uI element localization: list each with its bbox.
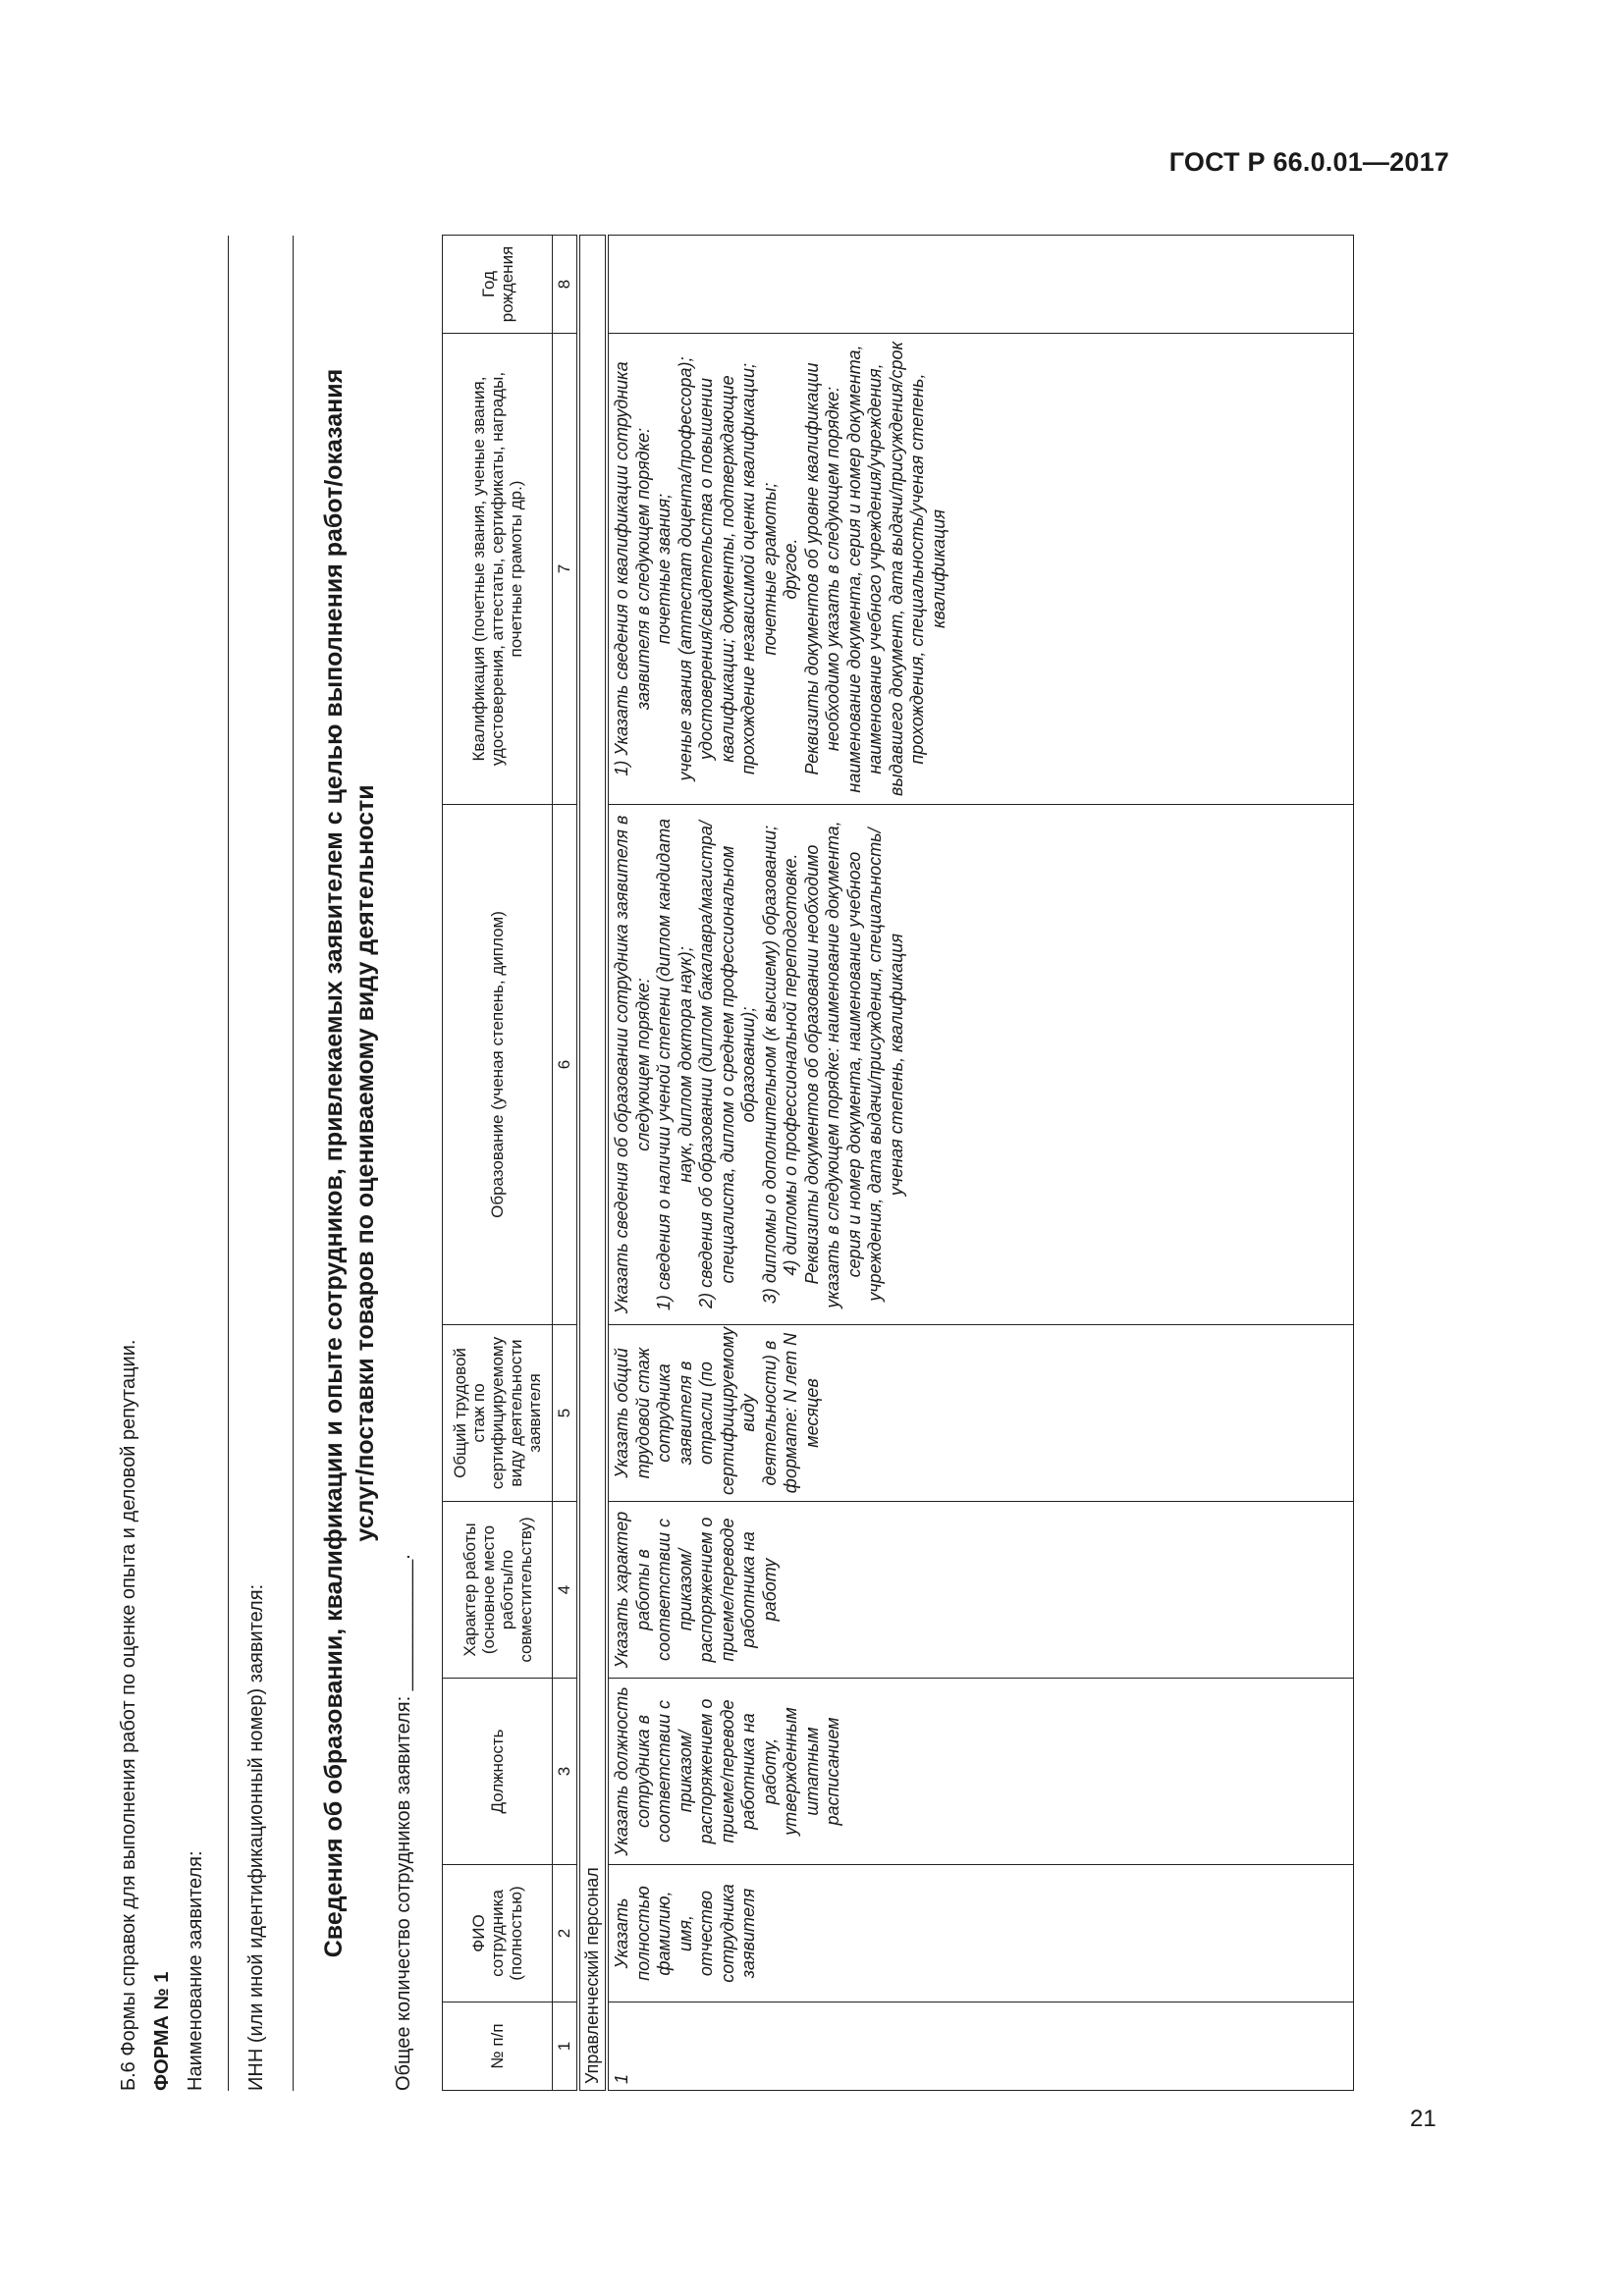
form-title-line1: Сведения об образовании, квалификации и опыте сотрудников, привлекаемых заявителем с целью выполнения работ/оказания: [320, 368, 348, 1958]
col-number: 3: [553, 1679, 578, 1865]
col-number: 7: [553, 334, 578, 805]
cell-fio: Указать полностью фамилию, имя, отчество сотрудника заявителя: [607, 1865, 1353, 2002]
cell-position: Указать должность сотрудника в соответствии с приказом/распоряжением о приеме/переводе работника на работу, утвержденным штатным расписанием: [607, 1679, 1353, 1865]
education-text: Указать сведения об образовании сотрудника заявителя в следующем порядке:: [612, 815, 653, 1314]
cell-birth-year: [607, 236, 1353, 334]
section-row: [578, 236, 608, 2091]
cell-work-type: Указать характер работы в соответствии с приказом/распоряжением о приеме/переводе работника на работу: [607, 1502, 1353, 1679]
col-number: 5: [553, 1325, 578, 1502]
col-header-number: № п/п: [443, 2002, 553, 2091]
cell-experience: Указать общий трудовой стаж сотрудника заявителя в отрасли (по сертифицируемому виду деятельности) в формате: N лет N месяцев: [607, 1325, 1353, 1502]
col-number: 4: [553, 1502, 578, 1679]
form-title-line2: услуг/поставки товаров по оцениваемому виду деятельности: [352, 784, 379, 1542]
qualification-text: 1) Указать сведения о квалификации сотрудника заявителя в следующем порядке:: [612, 361, 653, 776]
qualification-text: почетные звания;: [654, 493, 674, 645]
col-header-experience: Общий трудовой стаж по сертифицируемому виду деятельности заявителя: [443, 1325, 553, 1502]
col-header-birth-year: Год рождения: [443, 236, 553, 334]
section-label: Управленческий персонал: [578, 236, 608, 2091]
qualification-text: Реквизиты документов об уровне квалификации необходимо указать в следующем порядке: наименование документа, серия и номер документа, наименование учебного учреждения/учреждения, выдавшего документ, дата выдачи/присуждения/срок прохождения, специальность/ученая степень, квалификация: [801, 342, 948, 796]
col-header-education: Образование (ученая степень, диплом): [443, 805, 553, 1325]
education-text: 2) сведения об образовании (диплом бакалавра/магистра/специалиста, диплом о среднем профессиональном образовании);: [696, 821, 758, 1308]
table-header-row: [443, 236, 553, 2091]
form-label: ФОРМА № 1: [151, 1971, 173, 2091]
education-text: Реквизиты документов об образовании необходимо указать в следующем порядке: наименование документа, серия и номер документа, наименование учебного учреждения, дата выдачи/присуждения, специальность/ученая степень, квалификация: [801, 821, 906, 1308]
col-header-qualification: Квалификация (почетные звания, ученые звания, удостоверения, аттестаты, сертификаты, награды, почетные грамоты др.): [443, 334, 553, 805]
col-header-position: Должность: [443, 1679, 553, 1865]
applicant-name-line: [228, 236, 229, 2091]
inn-line: [293, 236, 294, 2091]
col-number: 1: [553, 2002, 578, 2091]
education-text: 4) дипломы о профессиональной переподготовке.: [781, 853, 800, 1276]
standard-designation: ГОСТ Р 66.0.01—2017: [1168, 147, 1449, 177]
col-header-work-type: Характер работы (основное место работы/по совместительству): [443, 1502, 553, 1679]
section-caption: Б.6 Формы справок для выполнения работ по оценке опыта и деловой репутации.: [118, 1339, 139, 2091]
qualification-text: ученые звания (аттестат доцента/профессора);: [675, 356, 695, 781]
cell-education: [607, 805, 1353, 1325]
rotated-form-content: [108, 118, 1434, 2091]
qualification-text: другое.: [781, 538, 800, 600]
table-row: [607, 236, 1353, 2091]
inn-label: ИНН (или иной идентификационный номер) заявителя:: [245, 1583, 267, 2091]
staff-table: [442, 235, 1354, 2091]
column-numbers-row: [553, 236, 578, 2091]
staff-count-label: Общее количество сотрудников заявителя: ____________.: [393, 1554, 414, 2091]
page-number: 21: [1410, 2106, 1436, 2132]
col-header-fio: ФИО сотрудника (полностью): [443, 1865, 553, 2002]
qualification-text: удостоверения/свидетельства о повышении квалификации; документы, подтверждающие прохождение независимой оценки квалификации; почетные грамоты;: [696, 363, 780, 774]
education-text: 1) сведения о наличии ученой степени (диплом кандидата наук, диплом доктора наук);: [654, 818, 695, 1311]
cell-qualification: [607, 334, 1353, 805]
education-text: 3) дипломы о дополнительном (к высшему) образовании;: [759, 825, 780, 1305]
applicant-name-label: Наименование заявителя:: [185, 1850, 206, 2091]
col-number: 6: [553, 805, 578, 1325]
col-number: 2: [553, 1865, 578, 2002]
cell-number: 1: [607, 2002, 1353, 2091]
col-number: 8: [553, 236, 578, 334]
